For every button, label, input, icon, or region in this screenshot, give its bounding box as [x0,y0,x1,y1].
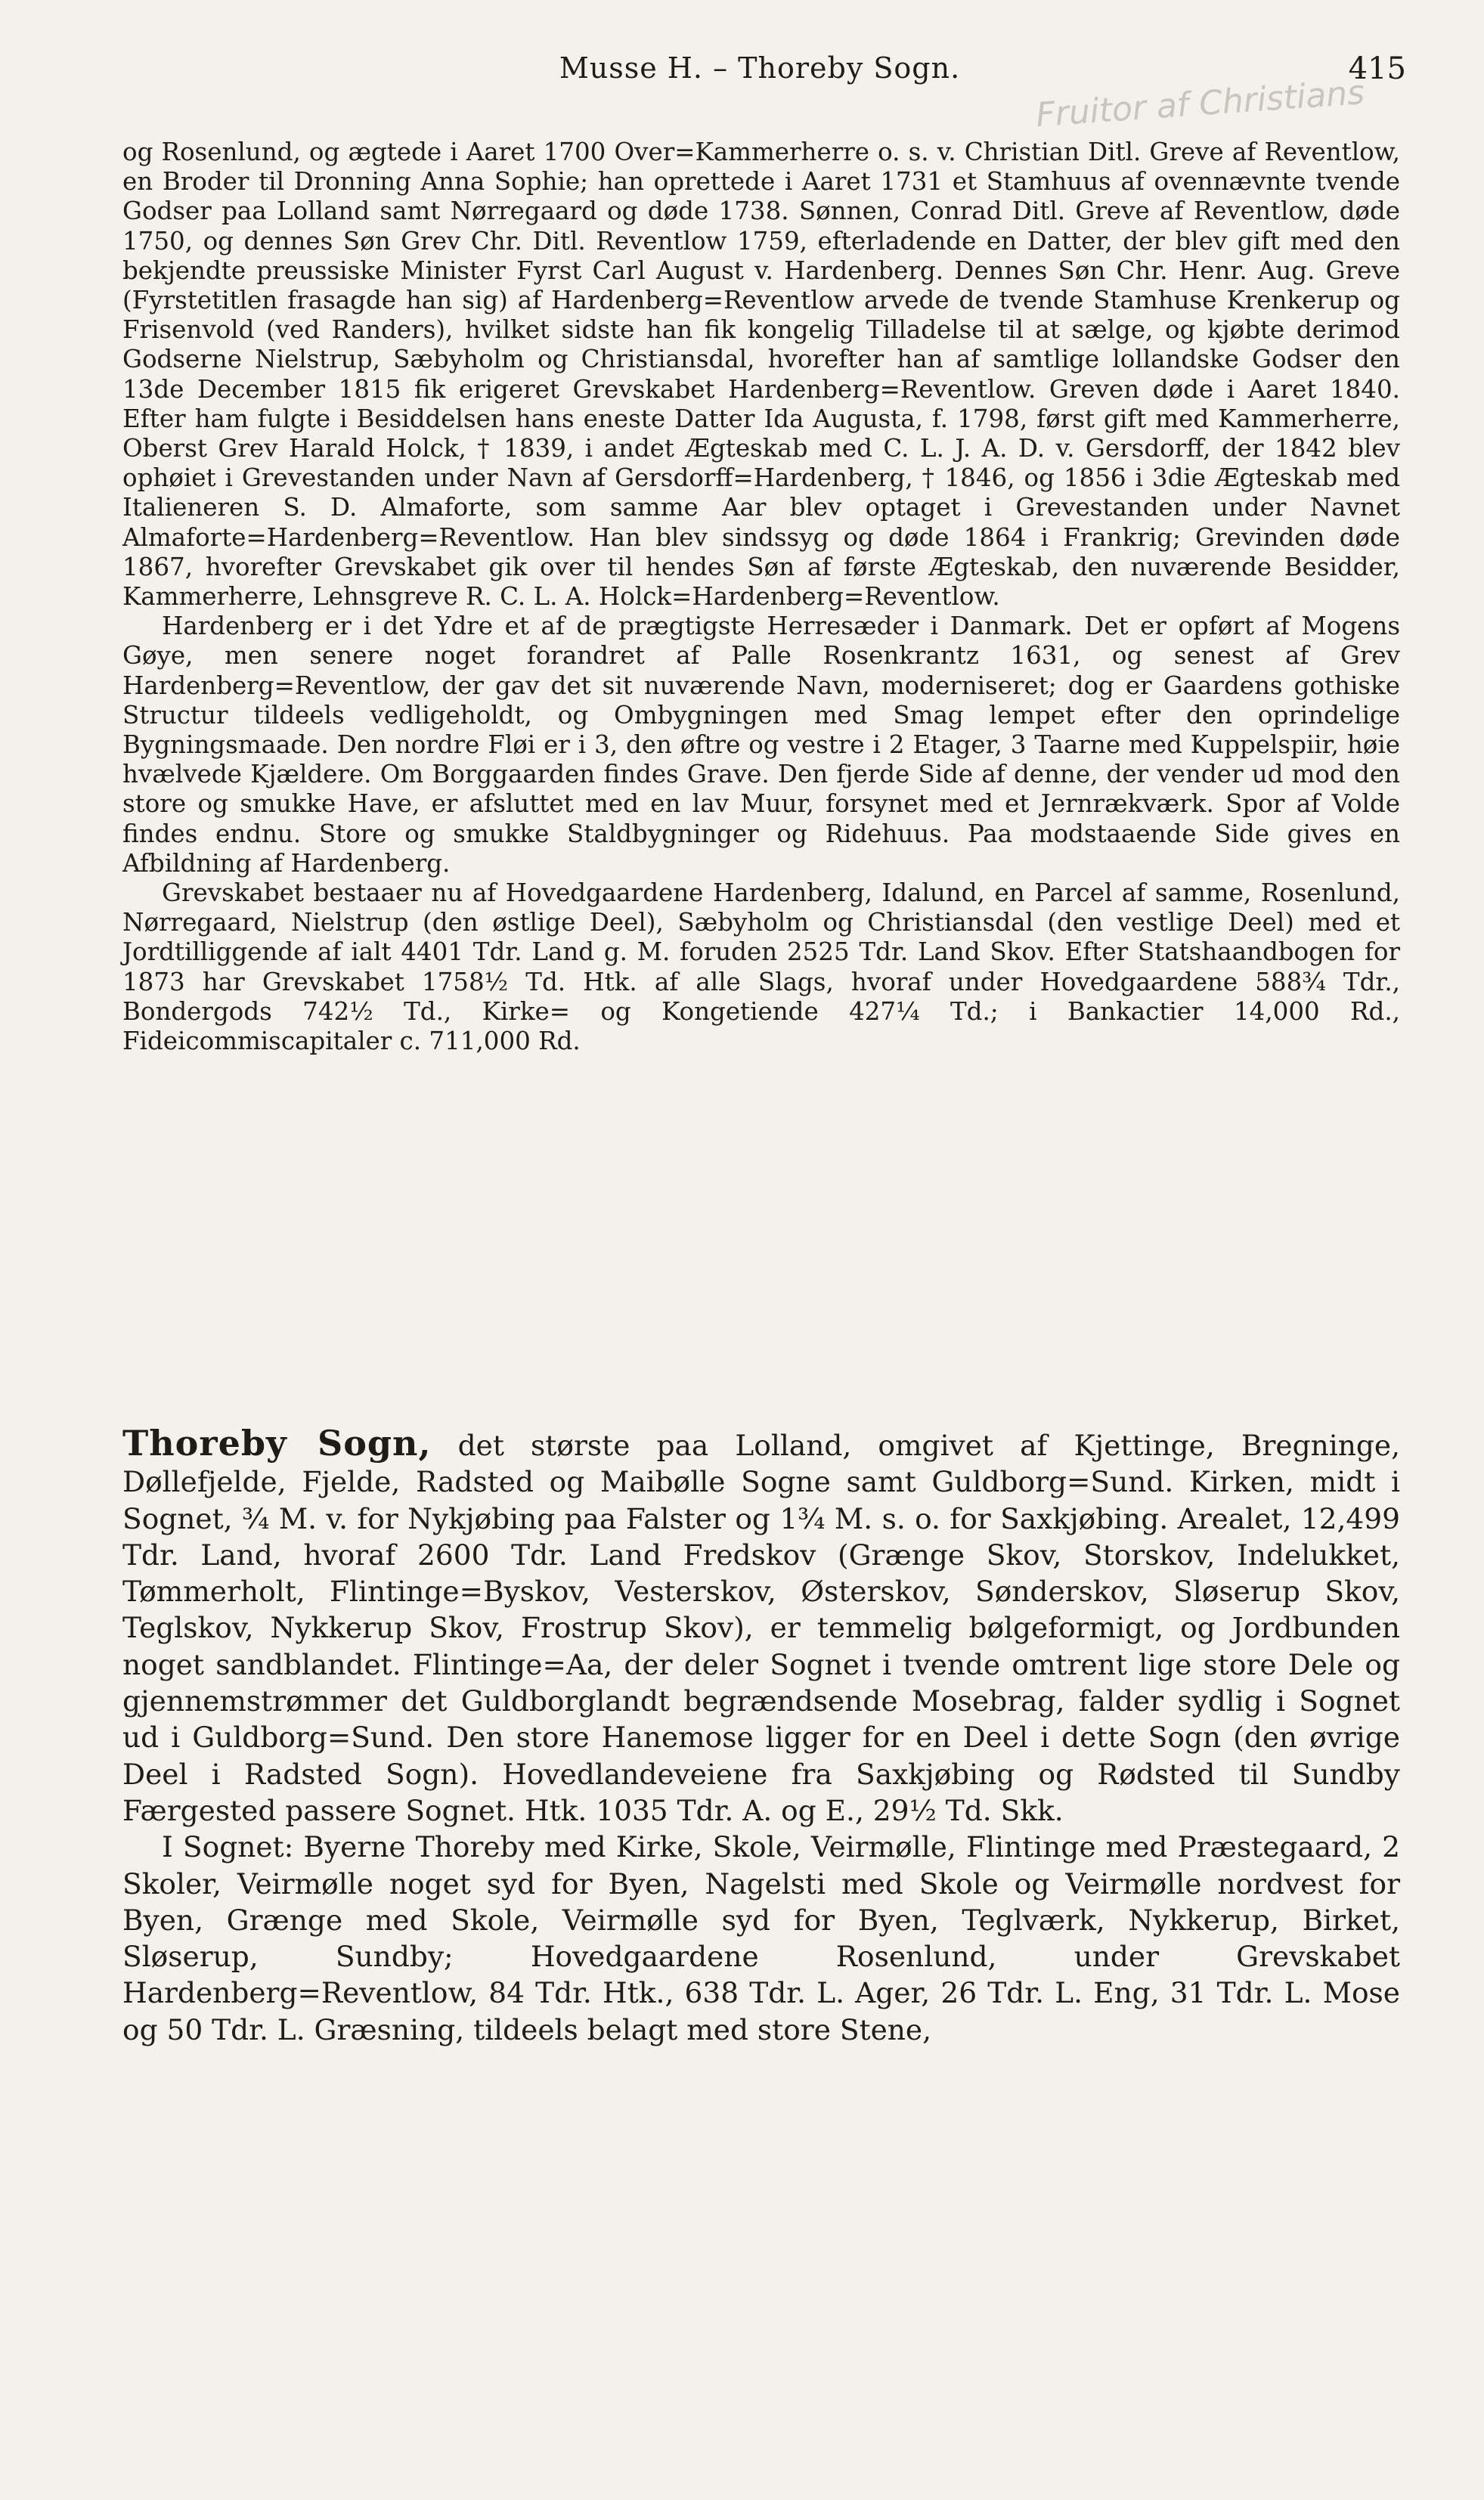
thoreby-entry [122,1425,1400,2048]
paragraph-building: Hardenberg er i det Ydre et af de prægtigste Herresæder i Danmark. Det er opført af Mogens Gøye, men senere noget forandret af Palle Rosenkrantz 1631, og senest af Grev Hardenberg=Reventlow, der gav det sit nuværende Navn, moderniseret; dog er Gaardens gothiske Structur tildeels vedligeholdt, og Ombygningen med Smag lempet efter den oprindelige Bygningsmaade. Den nordre Fløi er i 3, den øftre og vestre i 2 Etager, 3 Taarne med Kuppelspiir, høie hvælvede Kjældere. Om Borggaarden findes Grave. Den fjerde Side af denne, der vender ud mod den store og smukke Have, er afsluttet med en lav Muur, forsynet med et Jernrækværk. Spor af Volde findes endnu. Store og smukke Staldbygninger og Ridehuus. Paa modstaaende Side gives en Afbildning af Hardenberg. [122,612,1400,878]
paragraph-history: og Rosenlund, og ægtede i Aaret 1700 Over=Kammerherre o. s. v. Christian Ditl. Greve af Reventlow, en Broder til Dronning Anna Sophie; han oprettede i Aaret 1731 et Stamhuus af ovennævnte tvende Godser paa Lolland samt Nørregaard og døde 1738. Sønnen, Conrad Ditl. Greve af Reventlow, døde 1750, og dennes Søn Grev Chr. Ditl. Reventlow 1759, efterladende en Datter, der blev gift med den bekjendte preussiske Minister Fyrst Carl August v. Hardenberg. Dennes Søn Chr. Henr. Aug. Greve (Fyrstetitlen frasagde han sig) af Hardenberg=Reventlow arvede de tvende Stamhuse Krenkerup og Frisenvold (ved Randers), hvilket sidste han fik kongelig Tilladelse til at sælge, og kjøbte derimod Godserne Nielstrup, Sæbyholm og Christiansdal, hvorefter han af samtlige lollandske Godser den 13de December 1815 fik erigeret Grevskabet Hardenberg=Reventlow. Greven døde i Aaret 1840. Efter ham fulgte i Besiddelsen hans eneste Datter Ida Augusta, f. 1798, først gift med Kammerherre, Oberst Grev Harald Holck, † 1839, i andet Ægteskab med C. L. J. A. D. v. Gersdorff, der 1842 blev ophøiet i Grevestanden under Navn af Gersdorff=Hardenberg, † 1846, og 1856 i 3die Ægteskab med Italieneren S. D. Almaforte, som samme Aar blev optaget i Grevestanden under Navnet Almaforte=Hardenberg=Reventlow. Han blev sindssyg og døde 1864 i Frankrig; Grevinden døde 1867, hvorefter Grevskabet gik over til hendes Søn af første Ægteskab, den nuværende Besidder, Kammerherre, Lehnsgreve R. C. L. A. Holck=Hardenberg=Reventlow. [122,138,1400,612]
entry-paragraph-description [122,1425,1400,1829]
entry-paragraph-villages: I Sognet: Byerne Thoreby med Kirke, Skole, Veirmølle, Flintinge med Præstegaard, 2 Skoler, Veirmølle noget syd for Byen, Nagelsti med Skole og Veirmølle nordvest for Byen, Grænge med Skole, Veirmølle syd for Byen, Teglværk, Nykkerup, Birket, Sløserup, Sundby; Hovedgaardene Rosenlund, under Grevskabet Hardenberg=Reventlow, 84 Tdr. Htk., 638 Tdr. L. Ager, 26 Tdr. L. Eng, 31 Tdr. L. Mose og 50 Tdr. L. Græsning, tildeels belagt med store Stene, [122,1830,1400,2046]
entry-heading: Thoreby Sogn, [122,1423,432,1464]
entry-description-text: det største paa Lolland, omgivet af Kjettinge, Bregninge, Døllefjelde, Fjelde, Radsted og Maibølle Sogne samt Guldborg=Sund. Kirken, midt i Sognet, ¾ M. v. for Nykjøbing paa Falster og 1¾ M. s. o. for Saxkjøbing. Arealet, 12,499 Tdr. Land, hvoraf 2600 Tdr. Land Fredskov (Grænge Skov, Storskov, Indelukket, Tømmerholt, Flintinge=Byskov, Vesterskov, Østerskov, Sønderskov, Sløserup Skov, Teglskov, Nykkerup Skov, Frostrup Skov), er temmelig bølgeformigt, og Jordbunden noget sandblandet. Flintinge=Aa, der deler Sognet i tvende omtrent lige store Dele og gjennemstrømmer det Guldborglandt begrændsende Mosebrag, falder sydlig i Sognet ud i Guldborg=Sund. Den store Hanemose ligger for en Deel i dette Sogn (den øvrige Deel i Radsted Sogn). Hovedlandeveiene fra Saxkjøbing og Rødsted til Sundby Færgested passere Sognet. Htk. 1035 Tdr. A. og E., 29½ Td. Skk. [122,1429,1400,1827]
running-title: Musse H. – Thoreby Sogn. [559,51,961,85]
page-number: 415 [1348,51,1406,86]
faint-marginal-note: Fruitor af Christians [1034,73,1366,135]
hardenberg-section [122,138,1400,1056]
paragraph-estate: Grevskabet bestaaer nu af Hovedgaardene Hardenberg, Idalund, en Parcel af samme, Rosenlund, Nørregaard, Nielstrup (den østlige Deel), Sæbyholm og Christiansdal (den vestlige Deel) med et Jordtilliggende af ialt 4401 Tdr. Land g. M. foruden 2525 Tdr. Land Skov. Efter Statshaandbogen for 1873 har Grevskabet 1758½ Td. Htk. af alle Slags, hvoraf under Hovedgaardene 588¾ Tdr., Bondergods 742½ Td., Kirke= og Kongetiende 427¼ Td.; i Bankactier 14,000 Rd., Fideicommiscapitaler c. 711,000 Rd. [122,878,1400,1056]
